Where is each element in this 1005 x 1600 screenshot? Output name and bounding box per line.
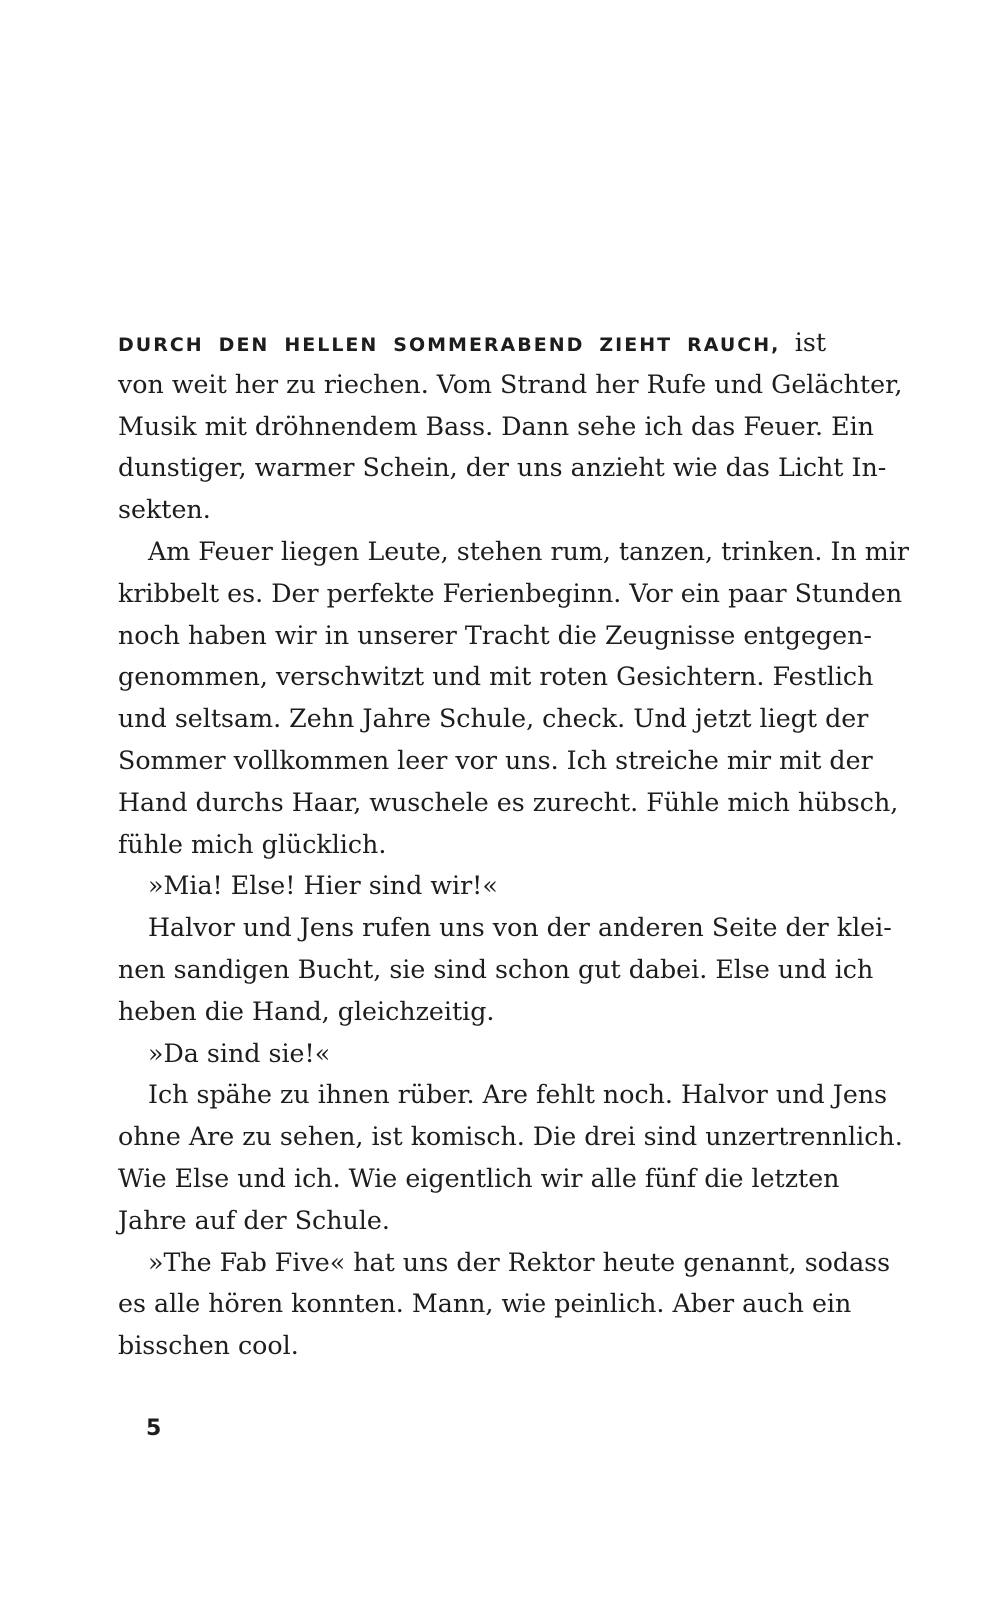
text-line: »Mia! Else! Hier sind wir!«: [148, 871, 498, 901]
text-line: Ich spähe zu ihnen rüber. Are fehlt noch. Halvor und Jens: [148, 1080, 888, 1110]
chapter-lead-in: DURCH DEN HELLEN SOMMERABEND ZIEHT RAUCH,: [118, 334, 781, 356]
text-line: »The Fab Five« hat uns der Rektor heute genannt, sodass: [148, 1247, 891, 1277]
text-line: sekten.: [118, 495, 211, 525]
text-line: Am Feuer liegen Leute, stehen rum, tanzen, trinken. In mir: [148, 536, 909, 566]
text-line: und seltsam. Zehn Jahre Schule, check. Und jetzt liegt der: [118, 704, 869, 734]
text-line: kribbelt es. Der perfekte Ferienbeginn. Vor ein paar Stunden: [118, 578, 903, 608]
line-1-rest: ist: [780, 328, 827, 357]
text-line: Jahre auf der Schule.: [118, 1205, 390, 1235]
text-line: noch haben wir in unserer Tracht die Zeugnisse entgegen-: [118, 620, 872, 650]
text-line: Hand durchs Haar, wuschele es zurecht. Fühle mich hübsch,: [118, 787, 899, 817]
text-line: Sommer vollkommen leer vor uns. Ich streiche mir mit der: [118, 745, 873, 775]
text-line: ohne Are zu sehen, ist komisch. Die drei sind unzertrennlich.: [118, 1122, 903, 1152]
text-line: nen sandigen Bucht, sie sind schon gut dabei. Else und ich: [118, 954, 874, 984]
body-text: [118, 322, 909, 1367]
text-line: Wie Else und ich. Wie eigentlich wir alle fünf die letzten: [118, 1163, 840, 1193]
text-line: genommen, verschwitzt und mit roten Gesichtern. Festlich: [118, 662, 874, 692]
text-line: es alle hören konnten. Mann, wie peinlich. Aber auch ein: [118, 1289, 852, 1319]
text-line: [118, 322, 826, 364]
text-line: dunstiger, warmer Schein, der uns anzieht wie das Licht In-: [118, 453, 887, 483]
text-line: fühle mich glücklich.: [118, 829, 387, 859]
text-line: »Da sind sie!«: [148, 1038, 331, 1068]
text-line: Halvor und Jens rufen uns von der anderen Seite der klei-: [148, 913, 892, 943]
page-number: 5: [146, 1416, 162, 1441]
text-line: heben die Hand, gleichzeitig.: [118, 996, 495, 1026]
text-line: bisschen cool.: [118, 1331, 299, 1361]
text-line: Musik mit dröhnendem Bass. Dann sehe ich das Feuer. Ein: [118, 411, 874, 441]
text-line: von weit her zu riechen. Vom Strand her Rufe und Gelächter,: [118, 369, 903, 399]
